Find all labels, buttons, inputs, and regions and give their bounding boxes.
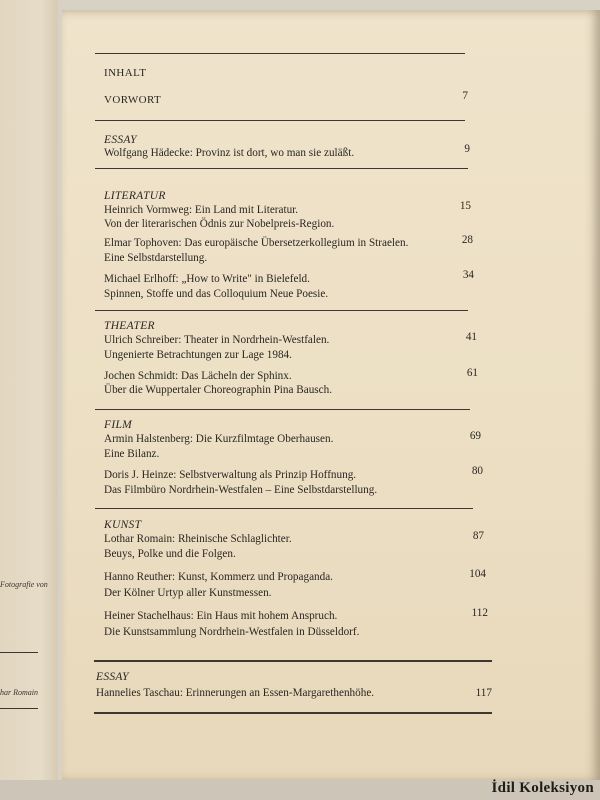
entry-subtitle: Über die Wuppertaler Choreographin Pina Bausch. <box>104 384 332 396</box>
entry-title: Wolfgang Hädecke: Provinz ist dort, wo man sie zuläßt. <box>104 147 355 159</box>
entry-title: Lothar Romain: Rheinische Schlaglichter. <box>104 533 292 545</box>
page-number: 61 <box>466 367 478 379</box>
section-heading: LITERATUR <box>104 190 166 202</box>
entry-title: Doris J. Heinze: Selbstverwaltung als Prinzip Hoffnung. <box>104 469 357 481</box>
entry-title: Elmar Tophoven: Das europäische Übersetzerkollegium in Straelen. <box>104 237 409 249</box>
divider <box>0 652 38 653</box>
entry-title: Armin Halstenberg: Die Kurzfilmtage Oberhausen. <box>104 433 334 445</box>
entry-subtitle: Eine Bilanz. <box>104 448 160 460</box>
preface-title: VORWORT <box>104 94 162 106</box>
page-number: 117 <box>475 687 492 699</box>
entry-subtitle: Die Kunstsammlung Nordrhein-Westfalen in Düsseldorf. <box>104 626 360 638</box>
section-heading: ESSAY <box>104 134 137 146</box>
divider <box>95 409 470 410</box>
contents-heading: INHALT <box>104 67 147 79</box>
page-number: 80 <box>471 465 483 477</box>
divider <box>0 708 38 709</box>
page-number: 28 <box>461 234 473 246</box>
watermark: İdil Koleksiyon <box>491 780 594 796</box>
page-number: 15 <box>459 200 471 212</box>
left-page-fragment: har Romain <box>0 688 38 697</box>
section-heading: KUNST <box>104 519 142 531</box>
entry-subtitle: Ungenierte Betrachtungen zur Lage 1984. <box>104 349 292 361</box>
entry-subtitle: Das Filmbüro Nordrhein-Westfalen – Eine Selbstdarstellung. <box>104 484 378 496</box>
divider <box>95 168 468 169</box>
divider <box>95 310 468 311</box>
page-number: 7 <box>462 90 468 102</box>
divider <box>95 53 465 54</box>
entry-subtitle: Eine Selbstdarstellung. <box>104 252 208 264</box>
entry-title: Hannelies Taschau: Erinnerungen an Essen-Margarethenhöhe. <box>96 687 375 699</box>
entry-title: Ulrich Schreiber: Theater in Nordrhein-Westfalen. <box>104 334 330 346</box>
entry-title: Jochen Schmidt: Das Lächeln der Sphinx. <box>104 370 292 382</box>
page-number: 9 <box>464 143 470 155</box>
entry-title: Heinrich Vormweg: Ein Land mit Literatur. <box>104 204 299 216</box>
section-heading: THEATER <box>104 320 155 332</box>
page-number: 87 <box>472 530 484 542</box>
divider <box>95 508 473 509</box>
left-page-fragment: Fotografie von <box>0 580 48 589</box>
divider <box>94 660 492 662</box>
section-heading: ESSAY <box>96 671 129 683</box>
page-number: 112 <box>471 607 488 619</box>
page-number: 41 <box>465 331 477 343</box>
entry-subtitle: Der Kölner Urtyp aller Kunstmessen. <box>104 587 272 599</box>
entry-title: Heiner Stachelhaus: Ein Haus mit hohem Anspruch. <box>104 610 338 622</box>
page-number: 34 <box>462 269 474 281</box>
section-heading: FILM <box>104 419 133 431</box>
entry-title: Michael Erlhoff: „How to Write" in Bielefeld. <box>104 273 310 285</box>
page-number: 69 <box>469 430 481 442</box>
entry-title: Hanno Reuther: Kunst, Kommerz und Propaganda. <box>104 571 333 583</box>
entry-subtitle: Spinnen, Stoffe und das Colloquium Neue Poesie. <box>104 288 329 300</box>
divider <box>95 120 465 121</box>
page-number: 104 <box>469 568 486 580</box>
entry-subtitle: Von der literarischen Ödnis zur Nobelpreis-Region. <box>104 218 335 230</box>
left-page-edge <box>0 0 58 800</box>
divider <box>94 712 492 714</box>
entry-subtitle: Beuys, Polke und die Folgen. <box>104 548 236 560</box>
